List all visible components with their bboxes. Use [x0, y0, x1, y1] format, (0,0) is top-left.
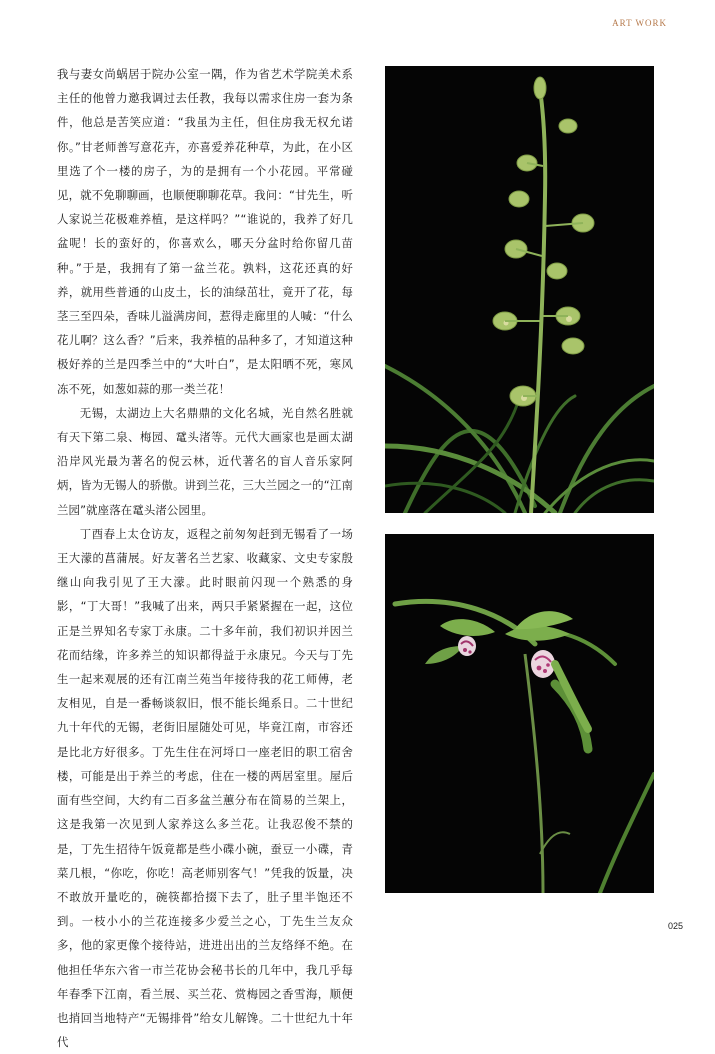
- page-number: 025: [667, 921, 683, 931]
- orchid-blossom-photo: [385, 534, 654, 893]
- article-paragraph: 我与妻女尚蜗居于院办公室一隅，作为省艺术学院美术系主任的他曾力邀我调过去任教，我每以需求住房一套为条件，他总是苦笑应道：“我虽为主任，但住房我无权允诺你。”甘老师善写意花卉，亦喜爱养花种草，为此，在小区里选了个一楼的房子，为的是拥有一个小花园。平常碰见，就不免聊聊画，也顺便聊聊花草。我问：“甘先生，听人家说兰花极难养植，是这样吗？”“谁说的，我养了好几盆呢！长的蛮好的，你喜欢么，哪天分盆时给你留几苗种。”于是，我拥有了第一盆兰花。孰料，这花还真的好养，就用些普通的山皮土，长的油绿茁壮，竟开了花，每茎三至四朵，香味儿溢满房间，惹得走廊里的人喊：“什么花儿啊？这么香？”后来，我养植的品种多了，才知道这种极好养的兰是四季兰中的“大叶白”，是太阳晒不死，寒风冻不死，如葱如蒜的那一类兰花！: [57, 67, 353, 396]
- article-paragraph: 丁酉春上太仓访友，返程之前匆匆赶到无锡看了一场王大濛的菖蒲展。好友著名兰艺家、收藏家、文史专家殷继山向我引见了王大濛。此时眼前闪现一个熟悉的身影，“丁大哥！”我喊了出来，两只手紧紧握在一起，这位正是兰界知名专家丁永康。二十多年前，我们初识并因兰花而结缘，许多养兰的知识都得益于永康兄。今天与丁先生一起来观展的还有江南兰苑当年接待我的花工师傅，老友相见，自是一番畅谈叙旧，恨不能长绳系日。二十世纪九十年代的无锡，老街旧屋随处可见，毕竟江南，市容还是比北方好很多。丁先生住在河埒口一座老旧的职工宿舍楼，可能是出于养兰的考虑，住在一楼的两居室里。屋后面有些空间，大约有二百多盆兰蕙分布在简易的兰架上，这是我第一次见到人家养这么多兰花。让我忍俊不禁的是，丁先生招待午饭竟都是些小碟小碗，蚕豆一小碟，青菜几根，“你吃，你吃！高老师别客气！”凭我的饭量，决不敢放开量吃的，碗筷都拾掇下去了，肚子里半饱还不到。一枝小小的兰花连接多少爱兰之心，丁先生兰友众多，他的家更像个接待站，进进出出的兰友络绎不绝。在他担任华东六省一市兰花协会秘书长的几年中，我几乎每年春季下江南，看兰展、买兰花、赏梅园之香雪海，顺便也捎回当地特产“无锡排骨”给女儿解馋。二十世纪九十年代: [57, 526, 353, 1050]
- orchid-blossom-illustration: [385, 534, 654, 893]
- article-body: [57, 62, 353, 1054]
- orchid-spike-photo: [385, 66, 654, 513]
- section-label: ART WORK: [612, 18, 667, 28]
- article-paragraph: 无锡，太湖边上大名鼎鼎的文化名城，光自然名胜就有天下第二泉、梅园、鼋头渚等。元代大画家也是画太湖沿岸风光最为著名的倪云林，近代著名的盲人音乐家阿炳，皆为无锡人的骄傲。讲到兰花，三大兰园之一的“江南兰园”就座落在鼋头渚公园里。: [57, 405, 353, 517]
- orchid-spike-illustration: [385, 66, 654, 513]
